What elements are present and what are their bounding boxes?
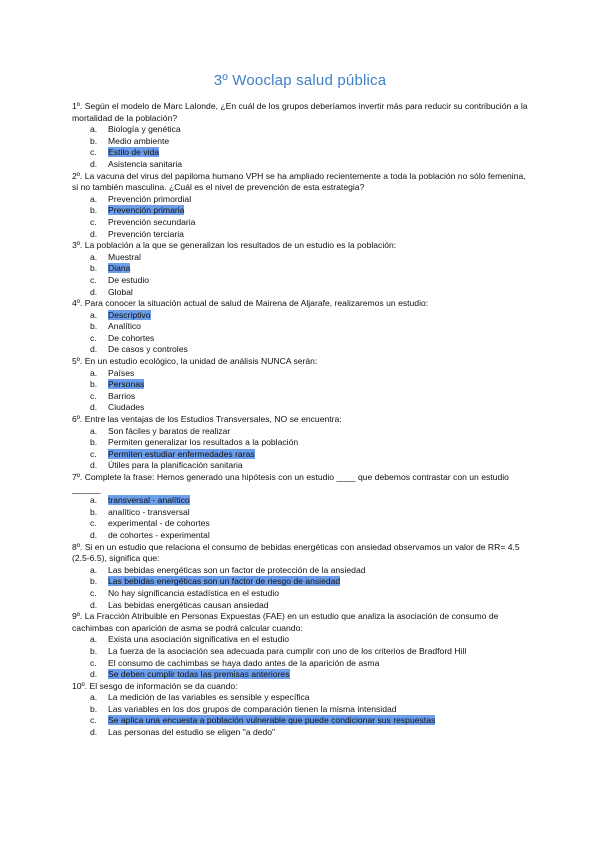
option-letter: a. [90, 564, 98, 575]
option-text: Son fáciles y baratos de realizar [108, 425, 231, 436]
question-block [72, 611, 528, 681]
option-letter: c. [90, 147, 97, 158]
option-letter: d. [90, 286, 98, 297]
question-text: 6º. Entre las ventajas de los Estudios Transversales, NO se encuentra: [72, 414, 342, 425]
answer-option [72, 402, 528, 414]
option-text: Las variables en los dos grupos de comparación tienen la misma intensidad [108, 703, 397, 714]
option-text: Analítico [108, 321, 141, 332]
answer-option [72, 495, 528, 507]
answer-option [72, 217, 528, 229]
question-text: 8º. Si en un estudio que relaciona el consumo de bebidas energéticas con ansiedad observamos un valor de RR= 4.5 (2.5-6.5), significa que: [72, 541, 520, 564]
answer-option [72, 692, 528, 704]
option-letter: b. [90, 321, 98, 332]
answer-option [72, 159, 528, 171]
option-text: analítico - transversal [108, 506, 190, 517]
option-letter: d. [90, 460, 98, 471]
option-letter: d. [90, 669, 98, 680]
correct-answer-highlight: Se aplica una encuesta a población vulnerable que puede condicionar sus respuestas [108, 715, 436, 726]
page-title: 3º Wooclap salud pública [213, 72, 387, 89]
option-letter: a. [90, 367, 98, 378]
option-letter: c. [90, 587, 97, 598]
option-letter: c. [90, 657, 97, 668]
answer-option [72, 147, 528, 159]
answer-option [72, 449, 528, 461]
option-letter: a. [90, 124, 98, 135]
option-letter: c. [90, 715, 97, 726]
answer-option [72, 136, 528, 148]
option-letter: a. [90, 251, 98, 262]
answer-option [72, 391, 528, 403]
option-letter: d. [90, 599, 98, 610]
correct-answer-highlight: transversal - analítico [108, 495, 190, 506]
option-letter: a. [90, 425, 98, 436]
option-text: Prevención primordial [108, 193, 192, 204]
option-letter: a. [90, 193, 98, 204]
answer-option [72, 287, 528, 299]
option-text: De estudio [108, 274, 150, 285]
option-letter: c. [90, 390, 97, 401]
option-letter: b. [90, 379, 98, 390]
answer-option [72, 437, 528, 449]
question-block [72, 681, 528, 739]
answer-option [72, 646, 528, 658]
answer-option [72, 310, 528, 322]
answer-option [72, 275, 528, 287]
option-text: Las bebidas energéticas causan ansiedad [108, 599, 269, 610]
answer-option [72, 333, 528, 345]
question-text: 9º. La Fracción Atribuible en Personas Expuestas (FAE) en un estudio que analiza la asociación de consumo de cachimbas con aparición de asma se podrá calcular cuando: [72, 611, 499, 633]
option-text: de cohortes - experimental [108, 529, 210, 540]
answer-option [72, 658, 528, 670]
option-text: Asistencia sanitaria [108, 158, 183, 169]
answer-option [72, 460, 528, 472]
option-letter: b. [90, 576, 98, 587]
answer-option [72, 229, 528, 241]
correct-answer-highlight: Se deben cumplir todas las premisas anteriores [108, 669, 290, 680]
option-text: La medición de las variables es sensible y específica [108, 692, 310, 703]
option-text: Prevención terciaria [108, 228, 184, 239]
correct-answer-highlight: Diana [108, 263, 131, 274]
correct-answer-highlight: Prevención primaria [108, 205, 185, 216]
option-letter: a. [90, 309, 98, 320]
answer-option [72, 704, 528, 716]
answer-option [72, 600, 528, 612]
correct-answer-highlight: Estilo de vida [108, 147, 160, 158]
option-text: Ciudades [108, 402, 145, 413]
option-letter: a. [90, 692, 98, 703]
option-text: experimental - de cohortes [108, 518, 210, 529]
option-text: La fuerza de la asociación sea adecuada para cumplir con uno de los criterios de Bradford Hill [108, 645, 467, 656]
answer-option [72, 715, 528, 727]
option-letter: d. [90, 402, 98, 413]
option-text: Muestral [108, 251, 141, 262]
option-text: El consumo de cachimbas se haya dado antes de la aparición de asma [108, 657, 380, 668]
option-letter: b. [90, 506, 98, 517]
answer-option [72, 205, 528, 217]
answer-option [72, 518, 528, 530]
option-letter: b. [90, 645, 98, 656]
question-block [72, 542, 528, 612]
answer-option [72, 252, 528, 264]
question-text: 7º. Complete la frase: Hemos generado una hipótesis con un estudio ____ que debemos contrastar con un estudio ______ [72, 472, 509, 494]
question-text: 5º. En un estudio ecológico, la unidad de análisis NUNCA serán: [72, 356, 318, 367]
option-letter: b. [90, 263, 98, 274]
option-text: Global [108, 286, 133, 297]
option-letter: b. [90, 703, 98, 714]
question-block [72, 240, 528, 298]
option-letter: b. [90, 205, 98, 216]
question-text: 10º. El sesgo de información se da cuando: [72, 680, 238, 691]
option-letter: c. [90, 518, 97, 529]
correct-answer-highlight: Permiten estudiar enfermedades raras [108, 448, 255, 459]
option-text: Prevención secundaria [108, 216, 196, 227]
option-letter: d. [90, 228, 98, 239]
option-letter: c. [90, 216, 97, 227]
option-text: Países [108, 367, 135, 378]
answer-option [72, 669, 528, 681]
option-letter: c. [90, 448, 97, 459]
question-text: 3º. La población a la que se generalizan los resultados de un estudio es la población: [72, 240, 397, 251]
correct-answer-highlight: Descriptivo [108, 309, 151, 320]
option-letter: b. [90, 437, 98, 448]
correct-answer-highlight: Personas [108, 379, 145, 390]
answer-option [72, 530, 528, 542]
answer-option [72, 344, 528, 356]
answer-option [72, 507, 528, 519]
option-letter: c. [90, 332, 97, 343]
option-letter: c. [90, 274, 97, 285]
option-letter: a. [90, 495, 98, 506]
answer-option [72, 368, 528, 380]
question-block [72, 356, 528, 414]
question-block [72, 101, 528, 171]
option-letter: a. [90, 634, 98, 645]
question-text: 2º. La vacuna del virus del papiloma humano VPH se ha ampliado recientemente a toda la población no sólo femenina, si no también masculina. ¿Cuál es el nivel de prevención de esta estrategia? [72, 170, 526, 193]
question-block [72, 414, 528, 472]
option-text: Medio ambiente [108, 135, 170, 146]
option-text: Biología y genética [108, 124, 181, 135]
answer-option [72, 263, 528, 275]
question-text: 4º. Para conocer la situación actual de salud de Mairena de Aljarafe, realizaremos un estudio: [72, 298, 429, 309]
answer-option [72, 426, 528, 438]
option-text: De casos y controles [108, 344, 188, 355]
option-text: No hay significancia estadística en el estudio [108, 587, 280, 598]
option-text: Las bebidas energéticas son un factor de protección de la ansiedad [108, 564, 366, 575]
option-text: Barrios [108, 390, 136, 401]
answer-option [72, 124, 528, 136]
question-text: 1º. Según el modelo de Marc Lalonde, ¿En cuál de los grupos deberíamos invertir más para reducir su contribución a la mortalidad de la población? [72, 101, 528, 123]
answer-option [72, 565, 528, 577]
option-letter: d. [90, 344, 98, 355]
option-text: Exista una asociación significativa en el estudio [108, 634, 290, 645]
answer-option [72, 379, 528, 391]
question-block [72, 472, 528, 542]
option-letter: d. [90, 158, 98, 169]
option-letter: b. [90, 135, 98, 146]
answer-option [72, 634, 528, 646]
correct-answer-highlight: Las bebidas energéticas son un factor de riesgo de ansiedad [108, 576, 341, 587]
option-text: De cohortes [108, 332, 155, 343]
option-letter: d. [90, 529, 98, 540]
option-text: Permiten generalizar los resultados a la población [108, 437, 299, 448]
answer-option [72, 727, 528, 739]
answer-option [72, 321, 528, 333]
answer-option [72, 588, 528, 600]
answer-option [72, 576, 528, 588]
option-text: Útiles para la planificación sanitaria [108, 460, 243, 471]
question-list [72, 101, 528, 739]
option-text: Las personas del estudio se eligen "a dedo" [108, 727, 276, 738]
option-letter: d. [90, 727, 98, 738]
question-block [72, 171, 528, 241]
answer-option [72, 194, 528, 206]
question-block [72, 298, 528, 356]
